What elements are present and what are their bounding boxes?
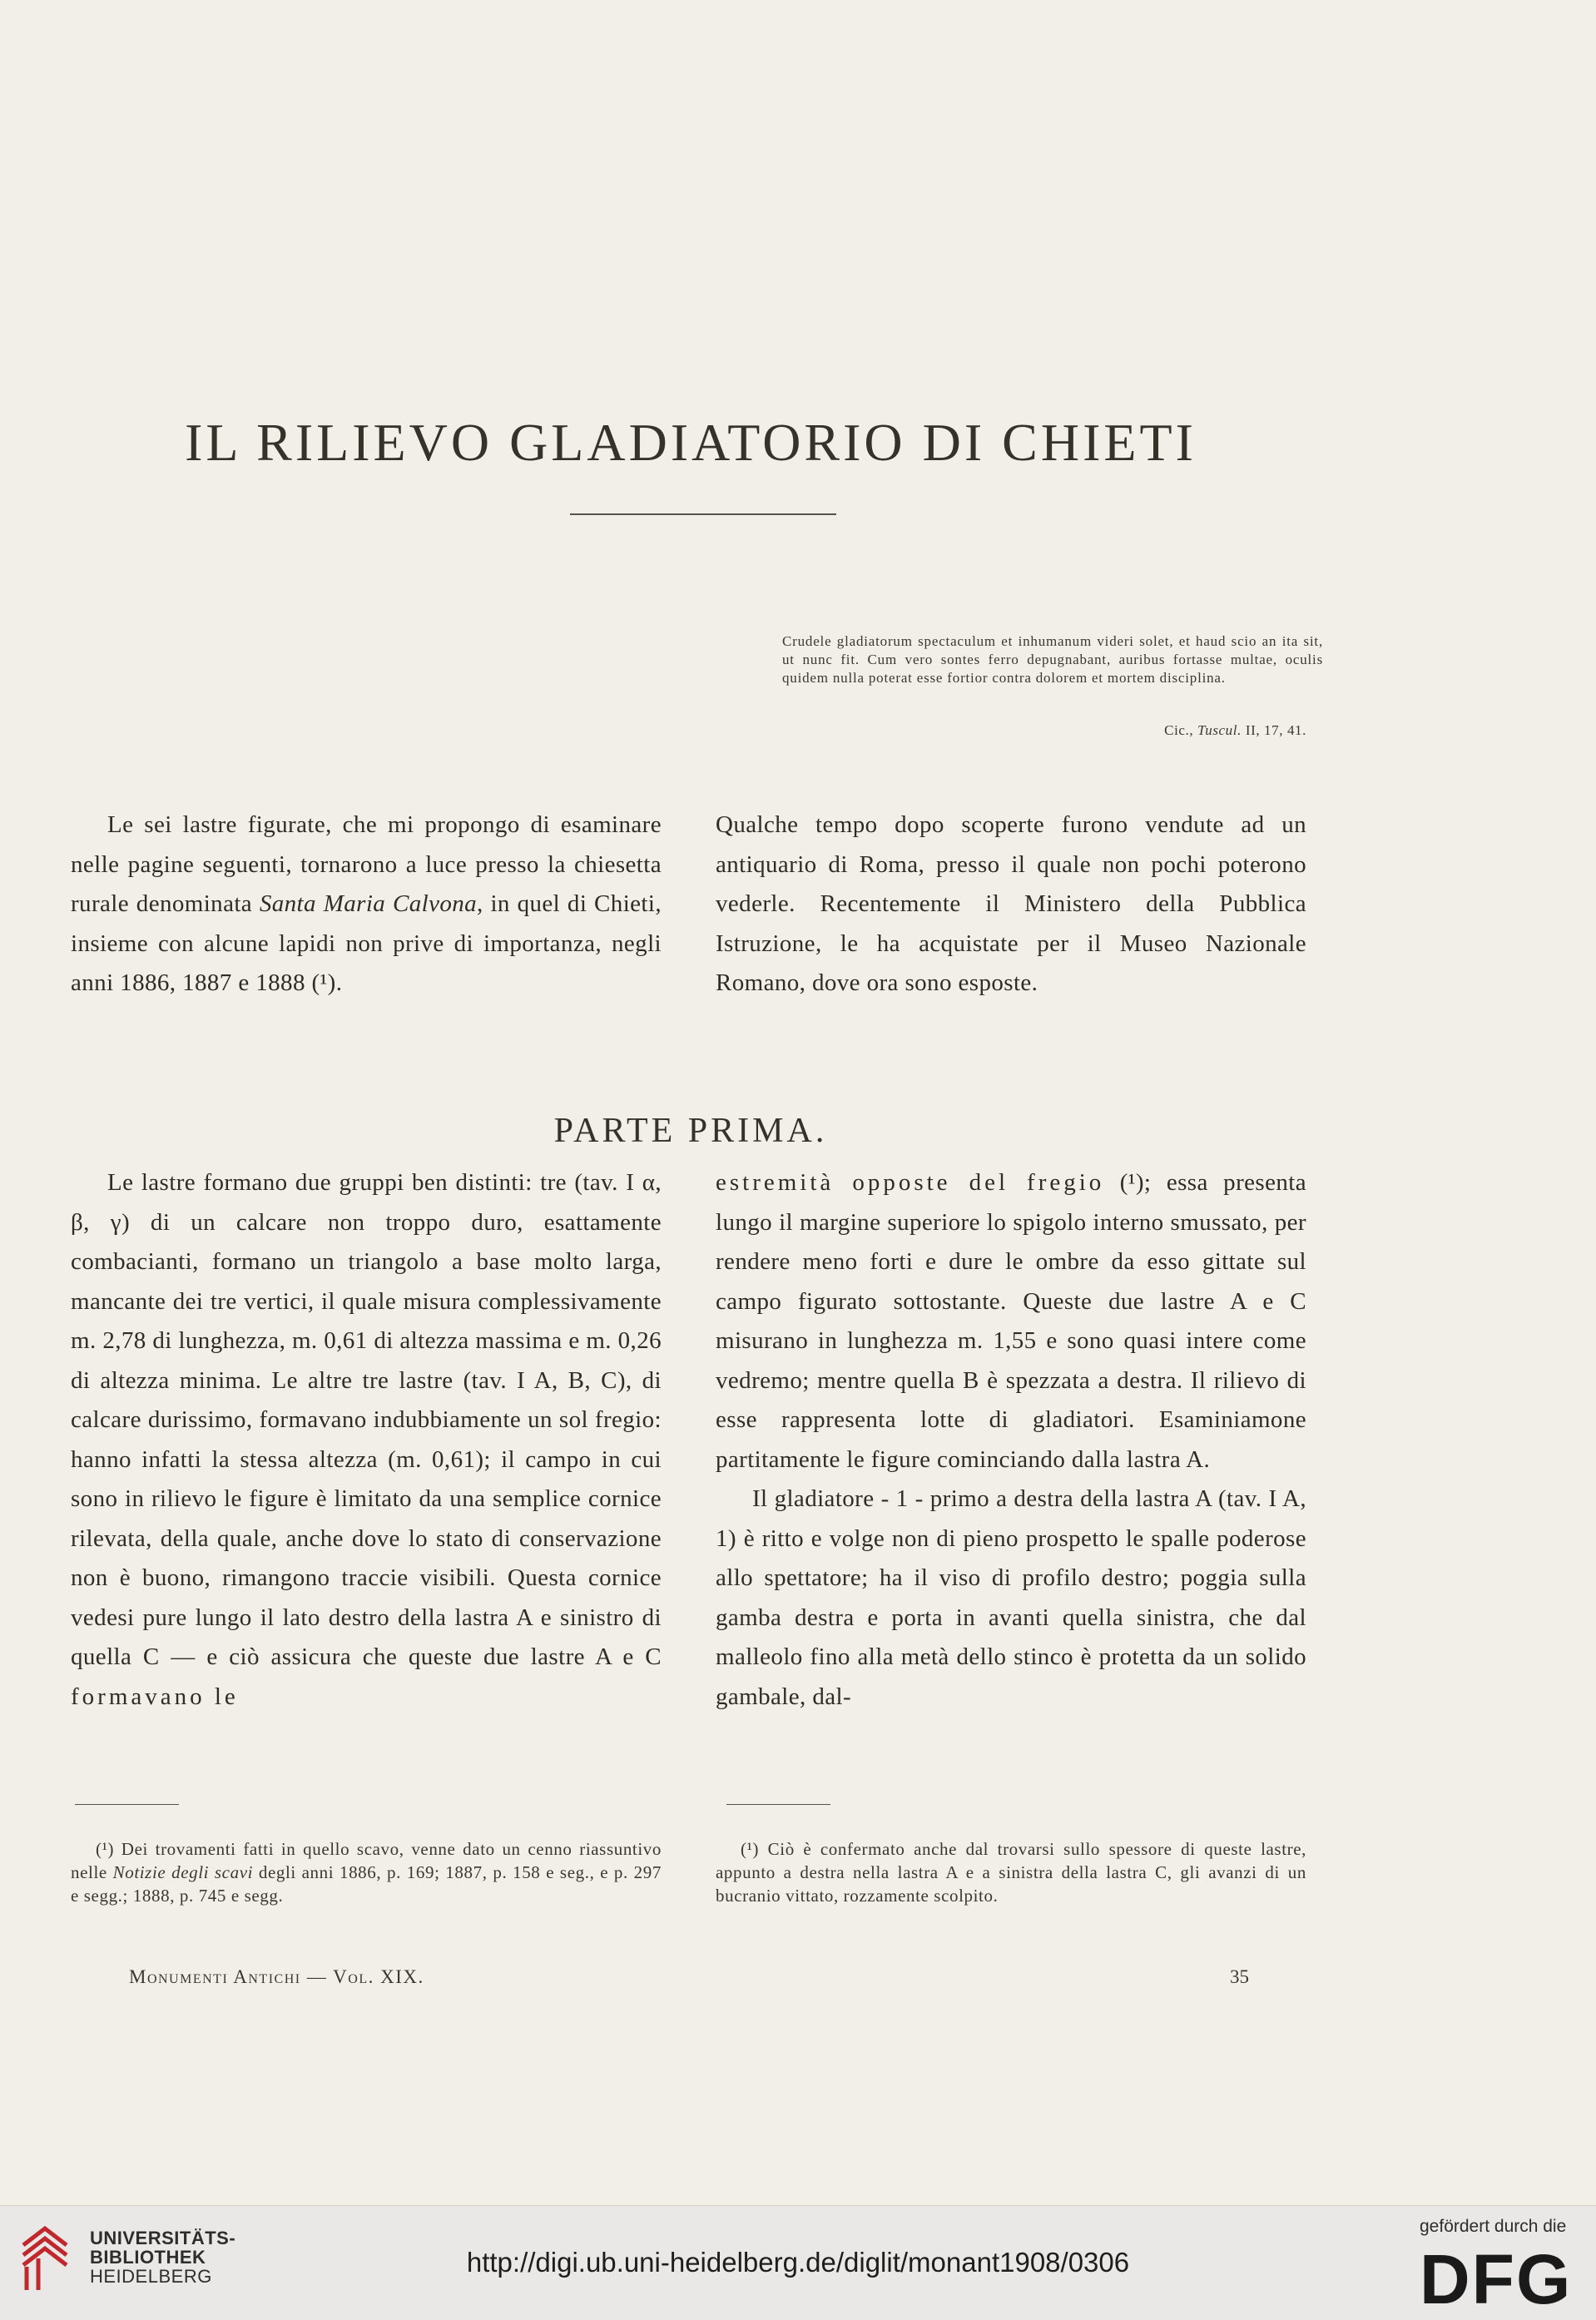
footnote-left-paragraph [71, 1837, 662, 1907]
permalink-url[interactable]: http://digi.ub.uni-heidelberg.de/diglit/monant1908/0306 [466, 2247, 1130, 2278]
intro-right-column [716, 806, 1306, 1004]
body-left-paragraph [71, 1163, 662, 1717]
body-right-paragraph-1 [716, 1163, 1306, 1480]
section-heading: PARTE PRIMA. [553, 1112, 828, 1150]
body-left-spaced-text: formavano le [71, 1683, 239, 1710]
intro-right-paragraph: Qualche tempo dopo scoperte furono vendute ad un antiquario di Roma, presso il quale non pochi poterono vederle. Recentemente il Ministero della Pubblica Istruzione, le ha acquistate per il Museo Nazionale Romano, dove ora sono esposte. [716, 811, 1306, 996]
library-name-line2: BIBLIOTHEK [90, 2247, 206, 2268]
epigraph-cite-prefix: Cic., [1164, 722, 1198, 738]
title-rule [570, 513, 836, 515]
epigraph-cite-work: Tuscul. [1197, 722, 1242, 738]
footnote-left [71, 1837, 662, 1907]
footnote-left-text-a: (¹) Dei trovamenti fatti in quello scavo, venne dato un cenno riassuntivo nelle [71, 1839, 662, 1882]
footnote-rule-left [75, 1804, 179, 1805]
footnote-right [716, 1837, 1306, 1907]
epigraph: Crudele gladiatorum spectaculum et inhumanum videri solet, et haud scio an ita sit, ut nunc fit. Cum vero sontes ferro depugnabant, auribus fortasse multae, oculis quidem nulla poterat esse fortior contra dolorem et mortem disciplina. [782, 633, 1323, 686]
epigraph-cite-suffix: II, 17, 41. [1241, 722, 1306, 738]
article-title: IL RILIEVO GLADIATORIO DI CHIETI [185, 413, 1197, 472]
footnote-left-text-b: degli anni 1886, p. 169; 1887, p. 158 e seg., e p. 297 e segg.; 1888, p. 745 e segg. [71, 1862, 662, 1906]
sponsor-text: gefördert durch die [1420, 2217, 1567, 2236]
body-right-paragraph-2: Il gladiatore - 1 - primo a destra della lastra A (tav. I A, 1) è ritto e volge non di pieno prospetto le spalle poderose allo spettatore; ha il viso di profilo destro; poggia sulla gamba destra e porta in avanti quella sinistra, che dal malleolo fino alla metà dello stinco è protetta da un solido gambale, dal- [716, 1485, 1306, 1710]
body-left-text: Le lastre formano due gruppi ben distinti: tre (tav. I α, β, γ) di un calcare non troppo duro, esattamente combacianti, formano un triangolo a base molto larga, mancante dei tre vertici, il quale misura complessivamente m. 2,78 di lunghezza, m. 0,61 di altezza massima e m. 0,26 di altezza minima. Le altre tre lastre (tav. I A, B, C), di calcare durissimo, formavano indubbiamente un sol fregio: hanno infatti la stessa altezza (m. 0,61); il campo in cui sono in rilievo le figure è limitato da una semplice cornice rilevata, della quale, anche dove lo stato di conservazione non è buono, rimangono traccie visibili. Questa cornice vedesi pure lungo il lato destro della lastra A e sinistro di quella C — e ciò assicura che queste due lastre A e C [71, 1169, 662, 1670]
body-left-column [71, 1163, 662, 1717]
running-footer: Monumenti Antichi — Vol. XIX. [129, 1966, 424, 1987]
footnote-rule-right [726, 1804, 830, 1805]
epigraph-citation [1057, 722, 1306, 739]
body-right-spaced-text: estremità opposte del fregio [716, 1169, 1105, 1196]
body-right-text-a: (¹); essa presenta lungo il margine superiore lo spigolo interno smussato, per rendere meno forti e dure le ombre da esso gittate sul campo figurato sottostante. Queste due lastre A e C misurano in lunghezza m. 1,55 e sono quasi intere come vedremo; mentre quella B è spezzata a destra. Il rilievo di esse rappresenta lotte di gladiatori. Esaminiamone partitamente le figure cominciando dalla lastra A. [716, 1169, 1306, 1473]
body-right-column [716, 1163, 1306, 1717]
page-number: 35 [1230, 1966, 1249, 1987]
footnote-right-paragraph: (¹) Ciò è confermato anche dal trovarsi sullo spessore di queste lastre, appunto a destra nella lastra A e a sinistra della lastra C, gli avanzi di un bucranio vittato, rozzamente scolpito. [716, 1839, 1306, 1906]
intro-left-column [71, 806, 662, 1004]
dfg-logo[interactable]: DFG [1420, 2240, 1573, 2318]
intro-left-place: Santa Maria Calvona [259, 890, 478, 917]
library-name-line3: HEIDELBERG [90, 2266, 212, 2287]
library-name-line1: UNIVERSITÄTS- [90, 2228, 236, 2248]
intro-left-text-b: , in quel di Chieti, insieme con alcune lapidi non prive di importanza, negli anni 1886, 1887 e 1888 (¹). [71, 890, 662, 996]
footnote-left-work: Notizie degli scavi [112, 1862, 254, 1882]
intro-left-paragraph [71, 806, 662, 1004]
intro-left-text-a: Le sei lastre figurate, che mi propongo di esaminare nelle pagine seguenti, tornarono a luce presso la chiesetta rurale denominata [71, 811, 662, 917]
